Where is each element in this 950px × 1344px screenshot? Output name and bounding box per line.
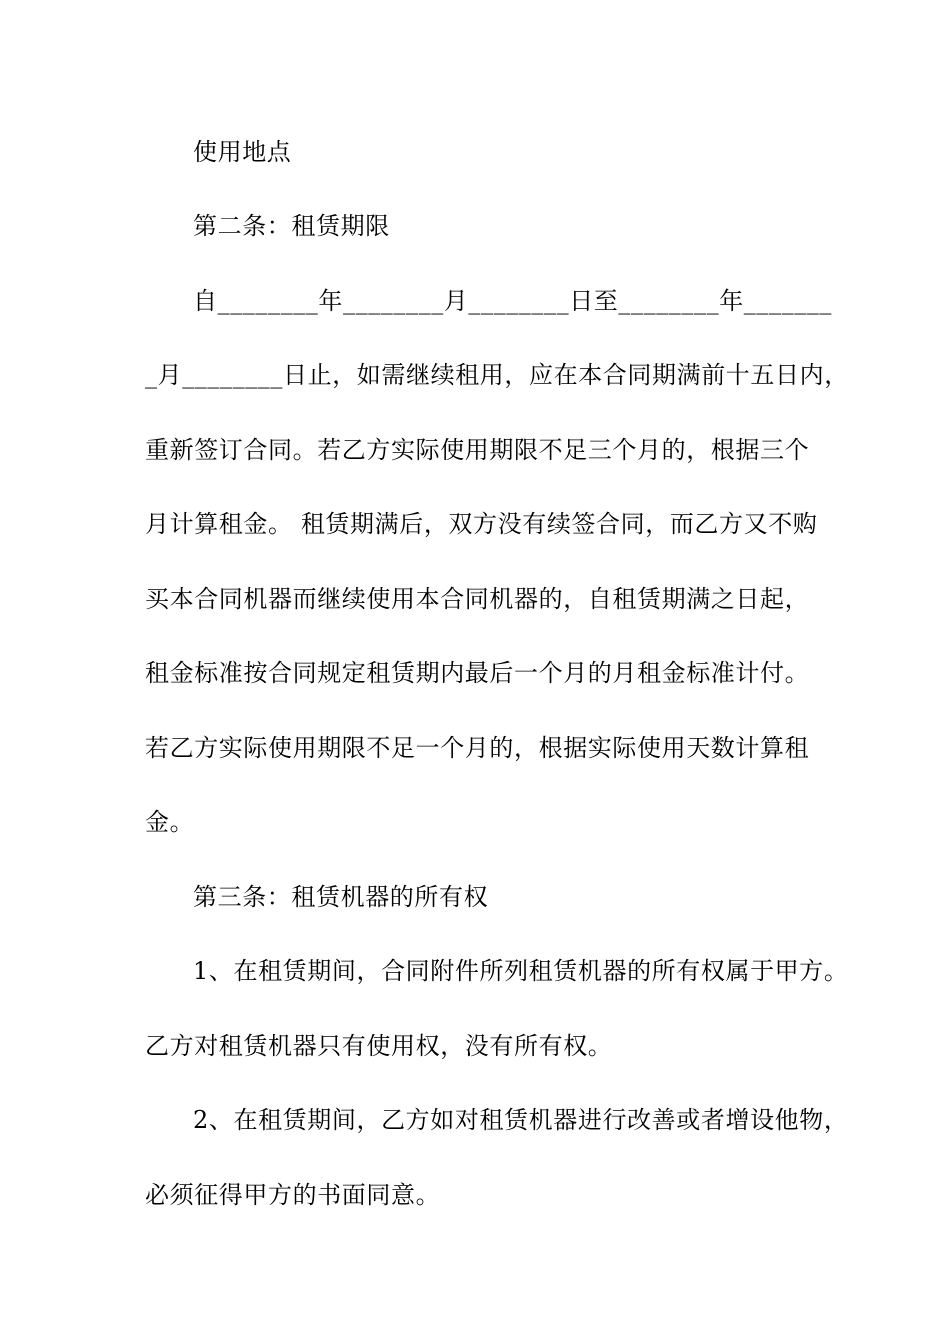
- text-line: 买本合同机器而继续使用本合同机器的，自租赁期满之日起，: [145, 585, 810, 613]
- text-line: 重新签订合同。若乙方实际使用期限不足三个月的，根据三个: [145, 436, 810, 464]
- text-line-lease-period-dates: 自________年________月________日至________年_______: [193, 287, 832, 315]
- clause-1-line: 1、在租赁期间，合同附件所列租赁机器的所有权属于甲方。: [193, 957, 849, 985]
- text-line: 租金标准按合同规定租赁期内最后一个月的月租金标准计付。: [145, 659, 810, 687]
- heading-article-3: 第三条：租赁机器的所有权: [193, 883, 489, 911]
- text-line: 金。: [145, 808, 195, 836]
- heading-article-2: 第二条：租赁期限: [193, 212, 390, 240]
- clause-2-line: 必须征得甲方的书面同意。: [145, 1181, 441, 1209]
- clause-2-line: 2、在租赁期间，乙方如对租赁机器进行改善或者增设他物，: [193, 1106, 849, 1134]
- text-line-location: 使用地点: [193, 138, 292, 166]
- text-line: 若乙方实际使用期限不足一个月的，根据实际使用天数计算租: [145, 734, 810, 762]
- text-line: 月计算租金。 租赁期满后，双方没有续签合同，而乙方又不购: [145, 510, 818, 538]
- text-line: _月________日止，如需继续租用，应在本合同期满前十五日内，: [145, 361, 849, 389]
- clause-1-line: 乙方对租赁机器只有使用权，没有所有权。: [145, 1032, 613, 1060]
